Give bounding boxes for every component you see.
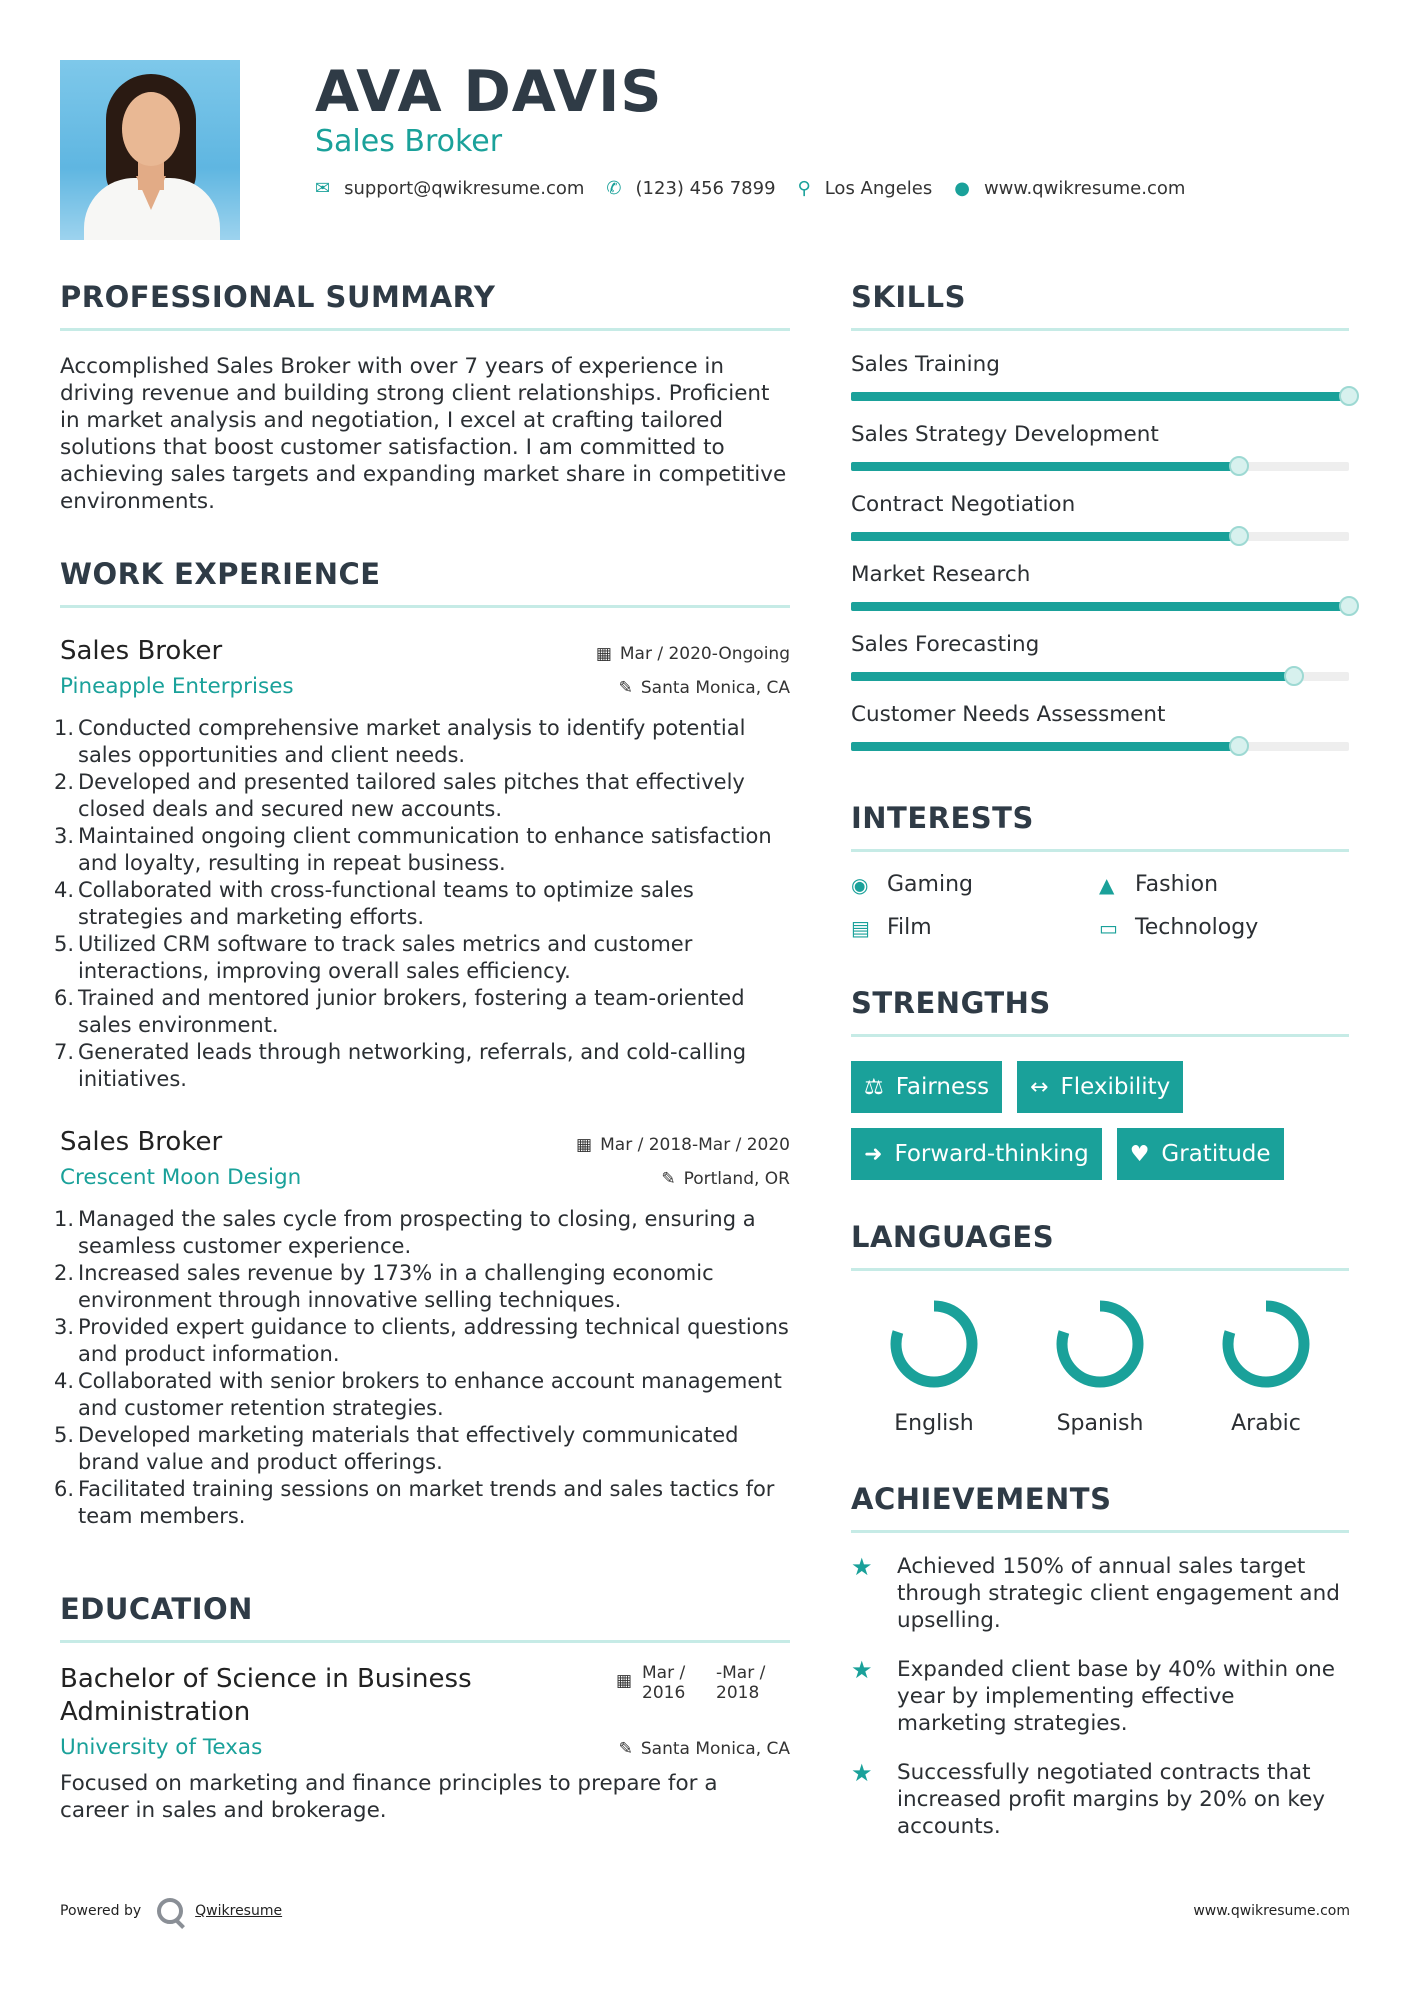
star-icon: ★ [851,1553,873,1581]
language-name: Spanish [1056,1411,1144,1436]
job-location: ✎ Portland, OR [661,1169,790,1189]
skill-bar-knob [1229,736,1249,756]
job-title: Sales Broker [60,1127,223,1157]
right-column [851,280,1349,1862]
job-dates: ▦ Mar / 2018-Mar / 2020 [576,1135,790,1155]
achievements-section [851,1482,1349,1840]
school-name: University of Texas [60,1735,263,1760]
star-icon: ★ [851,1759,873,1787]
strengths-section [851,986,1349,1180]
skills-section [851,280,1349,751]
summary-section [60,280,790,515]
section-divider [851,1034,1349,1037]
skill-label: Sales Strategy Development [851,422,1159,447]
footer-url[interactable]: www.qwikresume.com [1193,1903,1350,1919]
contact-email[interactable]: ✉ support@qwikresume.com [315,178,585,199]
job-title: Sales Broker [60,636,223,666]
powered-by: Powered by Qwikresume [60,1898,282,1924]
laptop-icon: ▭ [1099,915,1118,940]
language-level-arc [1062,1306,1138,1382]
skill-label: Sales Forecasting [851,632,1040,657]
section-divider [60,328,790,331]
section-heading: PROFESSIONAL SUMMARY [60,280,496,314]
language-item [1017,1297,1183,1436]
skill-item [851,701,1349,751]
strength-chip: ♥ Gratitude [1117,1128,1284,1180]
pushpin-icon: ✎ [661,1169,676,1189]
page-footer [60,1898,1350,1924]
skill-item [851,631,1349,681]
company-name: Crescent Moon Design [60,1165,302,1190]
skill-bar-fill [851,462,1239,471]
shopping-bag-icon: ▲ [1099,872,1115,897]
section-divider [851,328,1349,331]
job-dates: ▦ Mar / 2020-Ongoing [595,644,790,664]
job-bullets [54,1206,790,1530]
globe-icon: ● [954,178,970,199]
list-item: 5. Developed marketing materials that effectively communicated brand value and product offerings. [54,1423,739,1474]
section-heading: INTERESTS [851,801,1034,835]
achievement-item: ★ Expanded client base by 40% within one year by implementing effective marketing strategies. [851,1656,1335,1736]
section-heading: SKILLS [851,280,966,314]
left-column [54,280,790,1824]
list-item: 6. Facilitated training sessions on market trends and sales tactics for team members. [54,1477,775,1528]
section-heading: LANGUAGES [851,1220,1055,1254]
section-heading: WORK EXPERIENCE [60,557,381,591]
summary-text: Accomplished Sales Broker with over 7 years of experience in driving revenue and building strong client relationships. Proficient in market analysis and negotiation, I excel at crafting tailored solutions that boost customer satisfaction. I am committed to achieving sales targets and expanding market share in competitive environments. [60,354,787,514]
languages-list [851,1297,1349,1436]
language-level-ring [1219,1297,1313,1391]
job-location: ✎ Santa Monica, CA [618,678,790,698]
list-item: 4. Collaborated with senior brokers to enhance account management and customer retention strategies. [54,1369,782,1420]
interest-item: ▤ Film [851,915,932,940]
skill-item [851,561,1349,611]
language-name: English [894,1411,974,1436]
strength-chip: ⚖ Fairness [851,1061,1002,1113]
pushpin-icon: ✎ [618,1739,633,1759]
contact-bar [315,178,1207,199]
gamepad-icon: ◉ [851,872,869,897]
list-item: 5. Utilized CRM software to track sales metrics and customer interactions, improving overall sales efficiency. [54,932,693,983]
pushpin-icon: ✎ [618,678,633,698]
achievements-list [851,1553,1349,1840]
language-level-arc [896,1306,972,1382]
list-item: 7. Generated leads through networking, referrals, and cold-calling initiatives. [54,1040,747,1091]
resume-header [60,60,1350,240]
skill-bar-fill [851,742,1239,751]
skill-bar-fill [851,532,1239,541]
phone-icon: ✆ [606,178,622,199]
skill-bar [851,602,1349,611]
arrows-horizontal-icon: ↔ [1030,1074,1049,1100]
interests-section [851,801,1349,940]
qwikresume-logo-icon [157,1898,183,1924]
achievement-item: ★ Successfully negotiated contracts that increased profit margins by 20% on key accounts. [851,1759,1326,1839]
language-item [1183,1297,1349,1436]
list-item: 6. Trained and mentored junior brokers, fostering a team-oriented sales environment. [54,986,745,1037]
list-item: 2. Developed and presented tailored sales pitches that effectively closed deals and secured new accounts. [54,770,745,821]
interest-item: ▲ Fashion [1099,872,1219,897]
interest-item: ▭ Technology [1099,915,1259,940]
interest-item: ◉ Gaming [851,872,973,897]
skill-label: Market Research [851,562,1031,587]
candidate-name: AVA DAVIS [315,59,663,125]
skill-bar [851,392,1349,401]
list-item: 2. Increased sales revenue by 173% in a challenging economic environment through innovative selling techniques. [54,1261,714,1312]
section-divider [851,849,1349,852]
skill-bar [851,672,1349,681]
balance-scale-icon: ⚖ [864,1074,884,1100]
job-entry [54,636,790,1093]
list-item: 3. Maintained ongoing client communication to enhance satisfaction and loyalty, resulting in repeat business. [54,824,772,875]
education-description: Focused on marketing and finance principles to prepare for a career in sales and brokerage. [60,1771,718,1823]
language-level-ring [887,1297,981,1391]
star-icon: ★ [851,1656,873,1684]
skill-bar-knob [1339,596,1359,616]
languages-section [851,1220,1349,1436]
language-name: Arabic [1231,1411,1301,1436]
skill-label: Contract Negotiation [851,492,1076,517]
skill-bar-knob [1229,456,1249,476]
company-name: Pineapple Enterprises [60,674,294,699]
school-location: ✎ Santa Monica, CA [618,1739,790,1759]
section-divider [851,1268,1349,1271]
calendar-icon: ▦ [576,1135,593,1155]
list-item: 3. Provided expert guidance to clients, addressing technical questions and product information. [54,1315,789,1366]
strength-chip: ↔ Flexibility [1017,1061,1183,1113]
strength-chip: ➜ Forward-thinking [851,1128,1102,1180]
skill-item [851,351,1349,401]
map-pin-icon: ⚲ [797,178,811,199]
list-item: 4. Collaborated with cross-functional teams to optimize sales strategies and marketing efforts. [54,878,694,929]
skill-bar-knob [1284,666,1304,686]
degree-title: Bachelor of Science in Business Administration [60,1664,472,1727]
language-level-ring [1053,1297,1147,1391]
language-level-arc [1228,1306,1304,1382]
skill-item [851,421,1349,471]
contact-phone[interactable]: ✆ (123) 456 7899 [606,178,776,199]
strengths-chips [851,1061,1349,1180]
section-heading: ACHIEVEMENTS [851,1482,1112,1516]
skill-bar [851,462,1349,471]
skill-label: Customer Needs Assessment [851,702,1166,727]
section-divider [60,1640,790,1643]
heart-icon: ♥ [1129,1141,1150,1167]
skill-item [851,491,1349,541]
language-item [851,1297,1017,1436]
skill-bar [851,532,1349,541]
calendar-icon: ▦ [615,1671,632,1691]
contact-location: ⚲ Los Angeles [797,178,933,199]
candidate-title: Sales Broker [315,124,503,159]
skill-bar-knob [1229,526,1249,546]
envelope-icon: ✉ [315,178,331,199]
section-heading: STRENGTHS [851,986,1051,1020]
profile-photo [60,60,240,240]
brand-link[interactable]: Qwikresume [195,1903,283,1919]
interests-grid [851,872,1349,940]
section-divider [851,1530,1349,1533]
section-heading: EDUCATION [60,1592,253,1626]
skill-bar [851,742,1349,751]
experience-section [54,557,790,1530]
contact-website[interactable]: ● www.qwikresume.com [954,178,1186,199]
list-item: 1. Conducted comprehensive market analysis to identify potential sales opportunities and client needs. [54,716,746,767]
skill-bar-knob [1339,386,1359,406]
section-divider [60,605,790,608]
achievement-item: ★ Achieved 150% of annual sales target through strategic client engagement and upselling. [851,1553,1340,1633]
job-entry [54,1127,790,1530]
education-dates: ▦ Mar / 2016 -Mar / 2018 [615,1663,766,1703]
calendar-icon: ▦ [595,644,612,664]
skill-label: Sales Training [851,352,1000,377]
job-bullets [54,715,790,1093]
arrow-right-icon: ➜ [864,1141,883,1167]
skill-bar-fill [851,672,1294,681]
list-item: 1. Managed the sales cycle from prospecting to closing, ensuring a seamless customer experience. [54,1207,756,1258]
skill-bar-fill [851,392,1349,401]
skill-bar-fill [851,602,1349,611]
film-icon: ▤ [851,915,870,940]
education-section [60,1592,790,1824]
